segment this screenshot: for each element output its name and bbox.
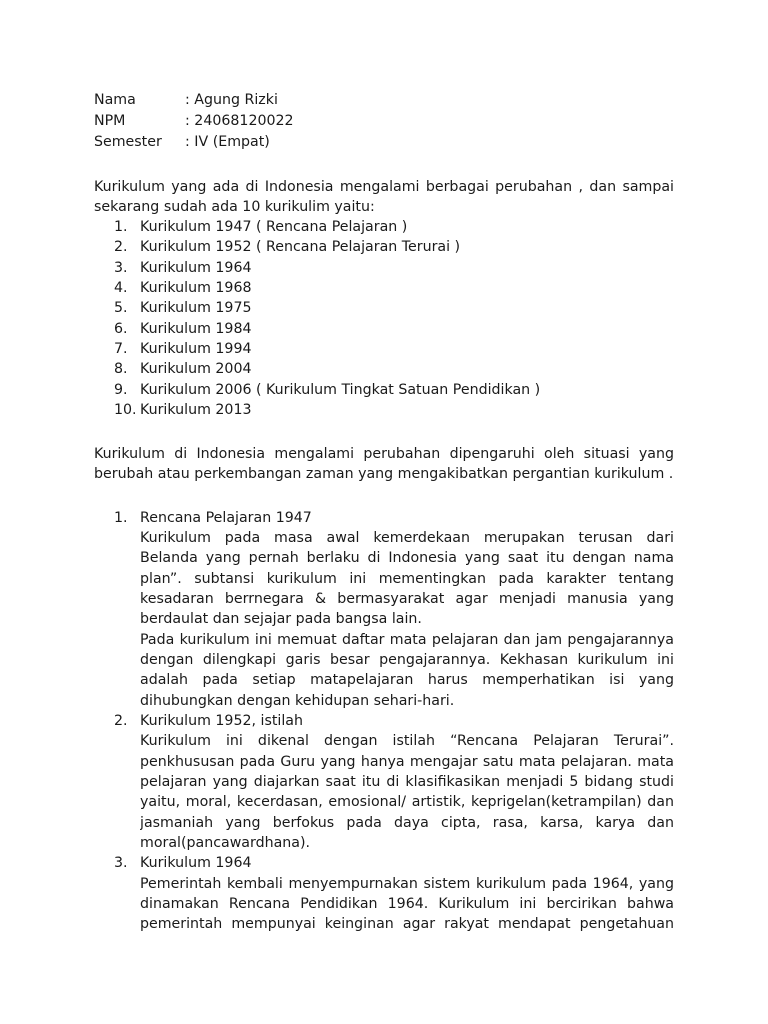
section-text-line: moral(pancawardhana). xyxy=(140,835,310,851)
section-text-line: dengan dilengkapi garis besar pengajarannya. Kekhasan kurikulum ini xyxy=(140,652,674,668)
section-title: Kurikulum 1952, istilah xyxy=(140,713,303,729)
semester-value: : IV (Empat) xyxy=(185,134,270,150)
list-item-number: 9. xyxy=(114,382,128,398)
list-item-number: 6. xyxy=(114,321,128,337)
section-text-line: jasmaniah yang berfokus pada daya cipta, rasa, karsa, karya dan xyxy=(140,815,674,831)
list-item: Kurikulum 1952 ( Rencana Pelajaran Terurai ) xyxy=(140,239,461,255)
list-item: Kurikulum 1968 xyxy=(140,280,252,296)
intro-line-2: sekarang sudah ada 10 kurikulim yaitu: xyxy=(94,199,375,215)
section-text-line: pemerintah mempunyai keinginan agar rakyat mendapat pengetahuan xyxy=(140,916,674,932)
list-item: Kurikulum 1994 xyxy=(140,341,252,357)
npm-label: NPM xyxy=(94,113,126,129)
section-text-line: dihubungkan dengan kehidupan sehari-hari. xyxy=(140,693,455,709)
paragraph-2-line-1: Kurikulum di Indonesia mengalami perubahan dipengaruhi oleh situasi yang xyxy=(94,446,674,462)
section-text-line: berdaulat dan sejajar pada bangsa lain. xyxy=(140,611,422,627)
list-item: Kurikulum 2004 xyxy=(140,361,252,377)
section-text-line: dinamakan Rencana Pendidikan 1964. Kurikulum ini bercirikan bahwa xyxy=(140,896,674,912)
intro-line-1: Kurikulum yang ada di Indonesia mengalami berbagai perubahan , dan sampai xyxy=(94,179,674,195)
section-text-line: penkhususan pada Guru yang hanya mengajar satu mata pelajaran. mata xyxy=(140,754,674,770)
section-text-line: Pemerintah kembali menyempurnakan sistem kurikulum pada 1964, yang xyxy=(140,876,674,892)
paragraph-2-line-2: berubah atau perkembangan zaman yang mengakibatkan pergantian kurikulum . xyxy=(94,466,674,482)
list-item: Kurikulum 1964 xyxy=(140,260,252,276)
list-item-number: 3. xyxy=(114,260,128,276)
name-value: : Agung Rizki xyxy=(185,92,278,108)
section-number: 3. xyxy=(114,855,128,871)
list-item-number: 8. xyxy=(114,361,128,377)
section-text-line: adalah pada setiap matapelajaran harus memperhatikan isi yang xyxy=(140,672,674,688)
list-item: Kurikulum 1947 ( Rencana Pelajaran ) xyxy=(140,219,408,235)
section-text-line: Belanda yang pernah berlaku di Indonesia yang saat itu dengan nama xyxy=(140,550,674,566)
list-item-number: 7. xyxy=(114,341,128,357)
list-item-number: 2. xyxy=(114,239,128,255)
list-item: Kurikulum 2006 ( Kurikulum Tingkat Satuan Pendidikan ) xyxy=(140,382,541,398)
name-label: Nama xyxy=(94,92,136,108)
section-text-line: plan”. subtansi kurikulum ini mementingkan pada karakter tentang xyxy=(140,571,674,587)
section-number: 1. xyxy=(114,510,128,526)
section-text-line: pelajaran yang diajarkan saat itu di klasifikasikan menjadi 5 bidang studi xyxy=(140,774,674,790)
section-text-line: kesadaran berrnegara & bermasyarakat agar menjadi manusia yang xyxy=(140,591,674,607)
section-text-line: Pada kurikulum ini memuat daftar mata pelajaran dan jam pengajarannya xyxy=(140,632,674,648)
list-item-number: 4. xyxy=(114,280,128,296)
list-item: Kurikulum 1984 xyxy=(140,321,252,337)
list-item-number: 1. xyxy=(114,219,128,235)
list-item: Kurikulum 2013 xyxy=(140,402,252,418)
section-text-line: yaitu, moral, kecerdasan, emosional/ artistik, keprigelan(ketrampilan) dan xyxy=(140,794,674,810)
section-text-line: Kurikulum ini dikenal dengan istilah “Rencana Pelajaran Terurai”. xyxy=(140,733,674,749)
list-item: Kurikulum 1975 xyxy=(140,300,252,316)
list-item-number: 5. xyxy=(114,300,128,316)
semester-label: Semester xyxy=(94,134,162,150)
section-number: 2. xyxy=(114,713,128,729)
npm-value: : 24068120022 xyxy=(185,113,294,129)
list-item-number: 10. xyxy=(114,402,137,418)
section-title: Kurikulum 1964 xyxy=(140,855,252,871)
section-title: Rencana Pelajaran 1947 xyxy=(140,510,312,526)
section-text-line: Kurikulum pada masa awal kemerdekaan merupakan terusan dari xyxy=(140,530,674,546)
